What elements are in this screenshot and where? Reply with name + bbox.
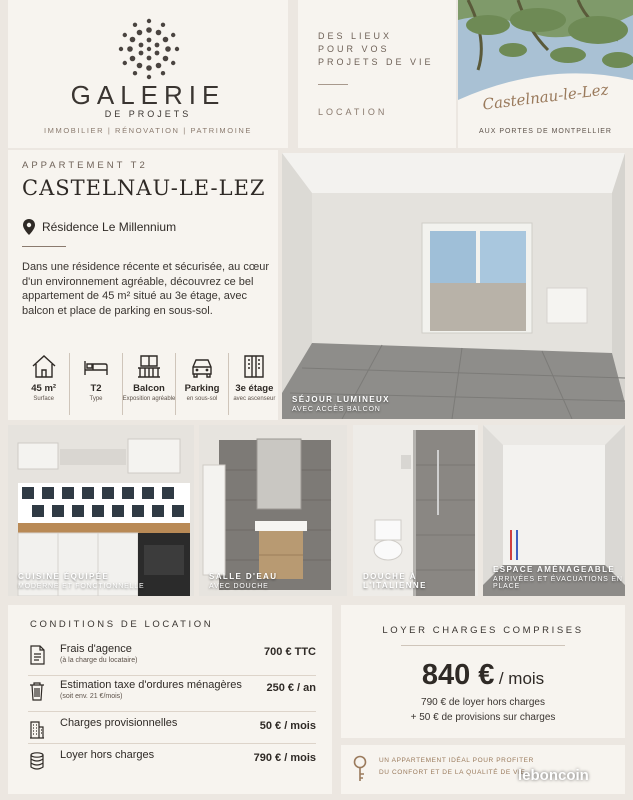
bed-icon (82, 353, 110, 379)
photo-sejour (282, 153, 625, 419)
feature-label: Type (89, 396, 103, 402)
condition-label: Charges provisionnelles (60, 717, 178, 729)
building-icon (240, 353, 268, 379)
photo-salle-eau (199, 425, 347, 596)
caption-title: CUISINE ÉQUIPÉE (18, 572, 110, 581)
olive-tree-photo (458, 0, 633, 148)
logo-card (8, 0, 288, 148)
condition-row (28, 679, 316, 707)
feature-value: T2 (90, 383, 102, 394)
caption-title: DOUCHE À L'ITALIENNE (363, 572, 427, 590)
rental-conditions (8, 605, 332, 794)
slogan-line: PROJETS DE VIE (318, 57, 434, 67)
caption-title: ESPACE AMÉNAGEABLE (493, 565, 616, 574)
listing-kind: APPARTEMENT T2 (22, 160, 148, 171)
section-divider (22, 246, 66, 247)
caption-title: SALLE D'EAU (209, 572, 278, 581)
caption-subtitle: AVEC ACCÈS BALCON (292, 406, 381, 413)
cuisine-image (8, 425, 194, 596)
listing-city: CASTELNAU-LE-LEZ (22, 176, 266, 200)
feature-label: avec ascenseur (233, 396, 276, 402)
condition-label: Loyer hors charges (60, 749, 155, 761)
caption-subtitle: AVEC DOUCHE (209, 583, 269, 590)
car-icon (188, 353, 216, 379)
sejour-image (282, 153, 625, 419)
rent-divider (401, 645, 565, 646)
condition-value: 700 € TTC (264, 646, 316, 658)
feature-parking (175, 353, 227, 415)
feature-surface (18, 353, 69, 415)
caption-title: SÉJOUR LUMINEUX (292, 395, 390, 404)
listing-info (8, 150, 278, 420)
listing-type: LOCATION (318, 107, 388, 117)
slogan (318, 30, 434, 69)
caption-sejour (292, 395, 390, 413)
banner-line: UN APPARTEMENT IDÉAL POUR PROFITER (379, 757, 534, 764)
residence-name: Résidence Le Millennium (42, 220, 177, 234)
rent-detail: + 50 € de provisions sur charges (410, 712, 556, 723)
row-divider (28, 743, 316, 744)
feature-label: Exposition agréable (122, 396, 176, 402)
caption-espace (493, 565, 625, 590)
building-icon (28, 719, 46, 739)
condition-label: Estimation taxe d'ordures ménagères (60, 679, 242, 691)
caption-douche (363, 572, 478, 590)
house-icon (30, 353, 58, 379)
photo-cuisine (8, 425, 194, 596)
condition-row (28, 717, 316, 745)
slogan-line: POUR VOS (318, 44, 390, 54)
feature-value: 45 m² (31, 383, 57, 394)
banner-line: DU CONFORT ET DE LA QUALITÉ DE VIE (379, 769, 526, 776)
rent-summary (341, 605, 625, 738)
logo-mark (118, 18, 180, 80)
rent-amount: 840 € (421, 659, 495, 691)
location-script: Castelnau-le-Lez (481, 80, 610, 114)
caption-salle-eau (209, 572, 277, 590)
douche-image (353, 425, 478, 596)
condition-row (28, 749, 316, 777)
feature-balcony (122, 353, 176, 415)
document-icon (28, 645, 46, 665)
feature-label: Surface (33, 396, 54, 402)
condition-value: 50 € / mois (259, 720, 316, 732)
feature-label: en sous-sol (186, 396, 218, 402)
feature-value: 3e étage (235, 383, 274, 394)
caption-cuisine (18, 572, 144, 590)
brand-name: GALERIE (70, 80, 226, 110)
feature-type (69, 353, 121, 415)
photo-douche (353, 425, 478, 596)
slogan-card (298, 0, 456, 148)
condition-note: (à la charge du locataire) (60, 657, 138, 664)
rent-price (341, 659, 625, 692)
location-subtitle: AUX PORTES DE MONTPELLIER (478, 128, 612, 135)
brand-tagline: IMMOBILIER | RÉNOVATION | PATRIMOINE (43, 126, 253, 135)
listing-description: Dans une résidence récente et sécurisée, au cœur d'un environnement agréable, découvrez ce bel appartement de 45 m² situé au 3e étage, avec balcon et place de parking en sous-sol. (22, 261, 270, 317)
rent-title: LOYER CHARGES COMPRISES (382, 625, 584, 636)
coins-icon (28, 751, 46, 771)
rent-period: / mois (498, 669, 545, 688)
rent-detail: 790 € de loyer hors charges (421, 697, 545, 708)
feature-floor (228, 353, 280, 415)
row-divider (28, 711, 316, 712)
caption-subtitle: ARRIVÉES ET ÉVACUATIONS EN PLACE (493, 576, 623, 590)
trash-icon (28, 681, 46, 701)
key-icon (349, 755, 371, 783)
row-divider (28, 675, 316, 676)
condition-value: 790 € / mois (253, 752, 316, 764)
condition-row (28, 643, 316, 671)
condition-note: (soit env. 21 €/mois) (60, 693, 123, 700)
condition-value: 250 € / an (266, 682, 316, 694)
feature-value: Parking (184, 383, 220, 394)
balcony-icon (135, 353, 163, 379)
leboncoin-watermark: leboncoin (518, 767, 589, 784)
caption-subtitle: MODERNE ET FONCTIONNELLE (18, 583, 145, 590)
brand-sub: DE PROJETS (104, 109, 192, 119)
slogan-divider (318, 84, 348, 85)
conditions-title: CONDITIONS DE LOCATION (30, 619, 214, 630)
location-pin-icon (22, 219, 36, 235)
feature-list (18, 353, 280, 415)
photo-espace (483, 425, 625, 596)
slogan-line: DES LIEUX (318, 31, 393, 41)
location-banner (458, 0, 633, 148)
salle-eau-image (199, 425, 347, 596)
feature-value: Balcon (133, 383, 165, 394)
condition-label: Frais d'agence (60, 643, 132, 655)
